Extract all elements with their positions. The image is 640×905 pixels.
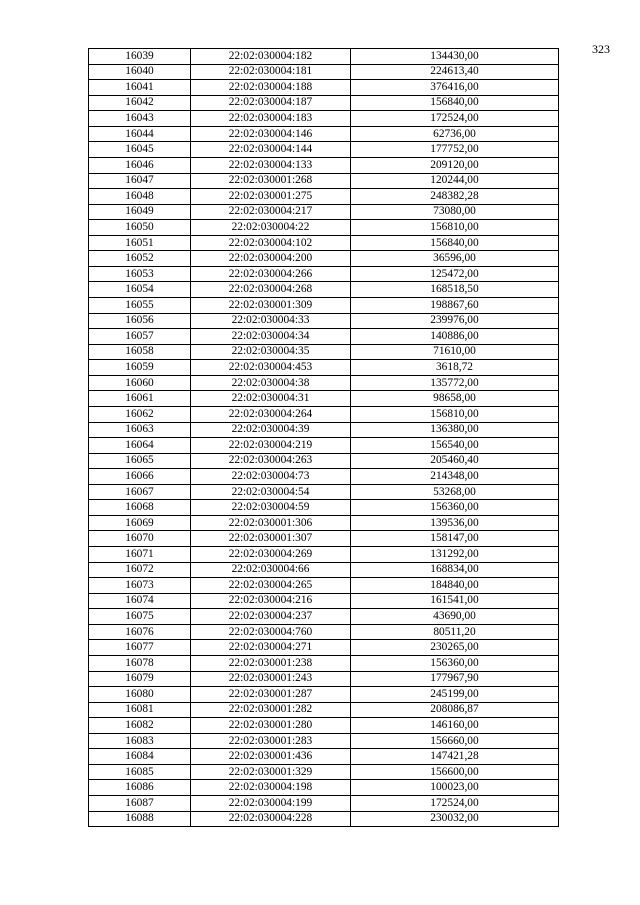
- row-number-cell: 16072: [89, 562, 191, 578]
- cadastral-number-cell: 22:02:030004:264: [191, 406, 351, 422]
- cadastral-number-cell: 22:02:030001:287: [191, 687, 351, 703]
- table-row: [89, 329, 559, 345]
- table-row: [89, 733, 559, 749]
- row-number-cell: 16082: [89, 718, 191, 734]
- cadastral-number-cell: 22:02:030004:73: [191, 469, 351, 485]
- cadastral-number-cell: 22:02:030004:39: [191, 422, 351, 438]
- cadastral-number-cell: 22:02:030001:306: [191, 515, 351, 531]
- row-number-cell: 16055: [89, 298, 191, 314]
- table-row: [89, 360, 559, 376]
- table-row: [89, 702, 559, 718]
- table-row: [89, 235, 559, 251]
- table-row: [89, 624, 559, 640]
- cadastral-number-cell: 22:02:030001:283: [191, 733, 351, 749]
- amount-cell: 134430,00: [351, 49, 559, 65]
- cadastral-number-cell: 22:02:030004:102: [191, 235, 351, 251]
- amount-cell: 156540,00: [351, 438, 559, 454]
- cadastral-number-cell: 22:02:030004:59: [191, 500, 351, 516]
- amount-cell: 156600,00: [351, 764, 559, 780]
- row-number-cell: 16085: [89, 764, 191, 780]
- table-row: [89, 438, 559, 454]
- cadastral-number-cell: 22:02:030004:198: [191, 780, 351, 796]
- amount-cell: 248382,28: [351, 189, 559, 205]
- cadastral-number-cell: 22:02:030004:133: [191, 157, 351, 173]
- amount-cell: 239976,00: [351, 313, 559, 329]
- cadastral-number-cell: 22:02:030004:269: [191, 547, 351, 563]
- cadastral-number-cell: 22:02:030004:188: [191, 80, 351, 96]
- cadastral-number-cell: 22:02:030004:217: [191, 204, 351, 220]
- table-row: [89, 500, 559, 516]
- row-number-cell: 16080: [89, 687, 191, 703]
- table-row: [89, 593, 559, 609]
- table-row: [89, 749, 559, 765]
- cadastral-number-cell: 22:02:030004:146: [191, 126, 351, 142]
- cadastral-number-cell: 22:02:030004:22: [191, 220, 351, 236]
- cadastral-number-cell: 22:02:030004:453: [191, 360, 351, 376]
- amount-cell: 230032,00: [351, 811, 559, 827]
- table-row: [89, 578, 559, 594]
- row-number-cell: 16079: [89, 671, 191, 687]
- row-number-cell: 16068: [89, 500, 191, 516]
- table-row: [89, 220, 559, 236]
- table-row: [89, 95, 559, 111]
- cadastral-number-cell: 22:02:030004:183: [191, 111, 351, 127]
- row-number-cell: 16042: [89, 95, 191, 111]
- amount-cell: 156810,00: [351, 406, 559, 422]
- table-row: [89, 609, 559, 625]
- table-row: [89, 780, 559, 796]
- row-number-cell: 16075: [89, 609, 191, 625]
- cadastral-number-cell: 22:02:030004:263: [191, 453, 351, 469]
- row-number-cell: 16052: [89, 251, 191, 267]
- amount-cell: 161541,00: [351, 593, 559, 609]
- amount-cell: 53268,00: [351, 484, 559, 500]
- cadastral-number-cell: 22:02:030001:268: [191, 173, 351, 189]
- cadastral-number-cell: 22:02:030004:54: [191, 484, 351, 500]
- cadastral-number-cell: 22:02:030004:144: [191, 142, 351, 158]
- table-row: [89, 157, 559, 173]
- amount-cell: 184840,00: [351, 578, 559, 594]
- table-row: [89, 811, 559, 827]
- cadastral-number-cell: 22:02:030004:31: [191, 391, 351, 407]
- cadastral-number-cell: 22:02:030004:760: [191, 624, 351, 640]
- table-row: [89, 204, 559, 220]
- table-row: [89, 547, 559, 563]
- amount-cell: 147421,28: [351, 749, 559, 765]
- amount-cell: 136380,00: [351, 422, 559, 438]
- row-number-cell: 16047: [89, 173, 191, 189]
- amount-cell: 168518,50: [351, 282, 559, 298]
- amount-cell: 100023,00: [351, 780, 559, 796]
- table-row: [89, 422, 559, 438]
- amount-cell: 158147,00: [351, 531, 559, 547]
- amount-cell: 135772,00: [351, 375, 559, 391]
- table-row: [89, 111, 559, 127]
- table-row: [89, 344, 559, 360]
- row-number-cell: 16054: [89, 282, 191, 298]
- amount-cell: 156360,00: [351, 500, 559, 516]
- row-number-cell: 16057: [89, 329, 191, 345]
- amount-cell: 43690,00: [351, 609, 559, 625]
- table-row: [89, 671, 559, 687]
- amount-cell: 208086,87: [351, 702, 559, 718]
- amount-cell: 156810,00: [351, 220, 559, 236]
- amount-cell: 3618,72: [351, 360, 559, 376]
- amount-cell: 168834,00: [351, 562, 559, 578]
- cadastral-number-cell: 22:02:030001:309: [191, 298, 351, 314]
- row-number-cell: 16049: [89, 204, 191, 220]
- cadastral-number-cell: 22:02:030004:181: [191, 64, 351, 80]
- row-number-cell: 16060: [89, 375, 191, 391]
- amount-cell: 120244,00: [351, 173, 559, 189]
- row-number-cell: 16088: [89, 811, 191, 827]
- table-row: [89, 298, 559, 314]
- row-number-cell: 16043: [89, 111, 191, 127]
- amount-cell: 205460,40: [351, 453, 559, 469]
- row-number-cell: 16086: [89, 780, 191, 796]
- table-row: [89, 655, 559, 671]
- row-number-cell: 16067: [89, 484, 191, 500]
- cadastral-number-cell: 22:02:030001:243: [191, 671, 351, 687]
- row-number-cell: 16078: [89, 655, 191, 671]
- table-row: [89, 764, 559, 780]
- amount-cell: 73080,00: [351, 204, 559, 220]
- amount-cell: 172524,00: [351, 796, 559, 812]
- page-number: 323: [592, 42, 610, 56]
- table-row: [89, 266, 559, 282]
- table-row: [89, 687, 559, 703]
- table-row: [89, 173, 559, 189]
- row-number-cell: 16076: [89, 624, 191, 640]
- cadastral-number-cell: 22:02:030001:282: [191, 702, 351, 718]
- row-number-cell: 16062: [89, 406, 191, 422]
- amount-cell: 172524,00: [351, 111, 559, 127]
- row-number-cell: 16077: [89, 640, 191, 656]
- amount-cell: 131292,00: [351, 547, 559, 563]
- table-row: [89, 515, 559, 531]
- table-row: [89, 469, 559, 485]
- amount-cell: 156360,00: [351, 655, 559, 671]
- row-number-cell: 16066: [89, 469, 191, 485]
- amount-cell: 140886,00: [351, 329, 559, 345]
- table-row: [89, 282, 559, 298]
- amount-cell: 156660,00: [351, 733, 559, 749]
- row-number-cell: 16083: [89, 733, 191, 749]
- cadastral-number-cell: 22:02:030004:219: [191, 438, 351, 454]
- cadastral-number-cell: 22:02:030004:216: [191, 593, 351, 609]
- table-row: [89, 796, 559, 812]
- cadastral-number-cell: 22:02:030004:187: [191, 95, 351, 111]
- table-row: [89, 126, 559, 142]
- amount-cell: 177752,00: [351, 142, 559, 158]
- registry-table: [88, 48, 559, 827]
- row-number-cell: 16039: [89, 49, 191, 65]
- table-row: [89, 453, 559, 469]
- cadastral-number-cell: 22:02:030004:200: [191, 251, 351, 267]
- amount-cell: 62736,00: [351, 126, 559, 142]
- cadastral-number-cell: 22:02:030004:228: [191, 811, 351, 827]
- amount-cell: 36596,00: [351, 251, 559, 267]
- row-number-cell: 16051: [89, 235, 191, 251]
- row-number-cell: 16040: [89, 64, 191, 80]
- amount-cell: 80511,20: [351, 624, 559, 640]
- table-row: [89, 142, 559, 158]
- row-number-cell: 16048: [89, 189, 191, 205]
- cadastral-number-cell: 22:02:030001:436: [191, 749, 351, 765]
- row-number-cell: 16045: [89, 142, 191, 158]
- cadastral-number-cell: 22:02:030004:268: [191, 282, 351, 298]
- row-number-cell: 16063: [89, 422, 191, 438]
- row-number-cell: 16061: [89, 391, 191, 407]
- cadastral-number-cell: 22:02:030001:307: [191, 531, 351, 547]
- cadastral-number-cell: 22:02:030004:266: [191, 266, 351, 282]
- row-number-cell: 16059: [89, 360, 191, 376]
- row-number-cell: 16046: [89, 157, 191, 173]
- table-row: [89, 640, 559, 656]
- amount-cell: 198867,60: [351, 298, 559, 314]
- amount-cell: 156840,00: [351, 95, 559, 111]
- cadastral-number-cell: 22:02:030004:33: [191, 313, 351, 329]
- cadastral-number-cell: 22:02:030004:237: [191, 609, 351, 625]
- cadastral-number-cell: 22:02:030001:275: [191, 189, 351, 205]
- table-row: [89, 391, 559, 407]
- amount-cell: 156840,00: [351, 235, 559, 251]
- row-number-cell: 16064: [89, 438, 191, 454]
- row-number-cell: 16056: [89, 313, 191, 329]
- table-row: [89, 718, 559, 734]
- amount-cell: 177967,90: [351, 671, 559, 687]
- cadastral-number-cell: 22:02:030004:34: [191, 329, 351, 345]
- amount-cell: 376416,00: [351, 80, 559, 96]
- cadastral-number-cell: 22:02:030004:35: [191, 344, 351, 360]
- table-row: [89, 375, 559, 391]
- cadastral-number-cell: 22:02:030001:329: [191, 764, 351, 780]
- cadastral-number-cell: 22:02:030004:182: [191, 49, 351, 65]
- cadastral-number-cell: 22:02:030004:265: [191, 578, 351, 594]
- row-number-cell: 16050: [89, 220, 191, 236]
- amount-cell: 146160,00: [351, 718, 559, 734]
- row-number-cell: 16084: [89, 749, 191, 765]
- table-row: [89, 64, 559, 80]
- amount-cell: 224613,40: [351, 64, 559, 80]
- cadastral-number-cell: 22:02:030004:38: [191, 375, 351, 391]
- cadastral-number-cell: 22:02:030001:280: [191, 718, 351, 734]
- row-number-cell: 16044: [89, 126, 191, 142]
- row-number-cell: 16074: [89, 593, 191, 609]
- table-row: [89, 49, 559, 65]
- amount-cell: 98658,00: [351, 391, 559, 407]
- amount-cell: 245199,00: [351, 687, 559, 703]
- table-row: [89, 189, 559, 205]
- row-number-cell: 16065: [89, 453, 191, 469]
- amount-cell: 214348,00: [351, 469, 559, 485]
- table-row: [89, 484, 559, 500]
- row-number-cell: 16070: [89, 531, 191, 547]
- amount-cell: 71610,00: [351, 344, 559, 360]
- amount-cell: 125472,00: [351, 266, 559, 282]
- table-row: [89, 251, 559, 267]
- row-number-cell: 16041: [89, 80, 191, 96]
- table-row: [89, 531, 559, 547]
- table-row: [89, 406, 559, 422]
- row-number-cell: 16071: [89, 547, 191, 563]
- row-number-cell: 16058: [89, 344, 191, 360]
- cadastral-number-cell: 22:02:030001:238: [191, 655, 351, 671]
- registry-table-body: [89, 49, 559, 827]
- cadastral-number-cell: 22:02:030004:271: [191, 640, 351, 656]
- amount-cell: 230265,00: [351, 640, 559, 656]
- amount-cell: 209120,00: [351, 157, 559, 173]
- amount-cell: 139536,00: [351, 515, 559, 531]
- cadastral-number-cell: 22:02:030004:199: [191, 796, 351, 812]
- cadastral-number-cell: 22:02:030004:66: [191, 562, 351, 578]
- row-number-cell: 16087: [89, 796, 191, 812]
- table-row: [89, 313, 559, 329]
- table-row: [89, 80, 559, 96]
- row-number-cell: 16053: [89, 266, 191, 282]
- row-number-cell: 16069: [89, 515, 191, 531]
- row-number-cell: 16073: [89, 578, 191, 594]
- table-row: [89, 562, 559, 578]
- row-number-cell: 16081: [89, 702, 191, 718]
